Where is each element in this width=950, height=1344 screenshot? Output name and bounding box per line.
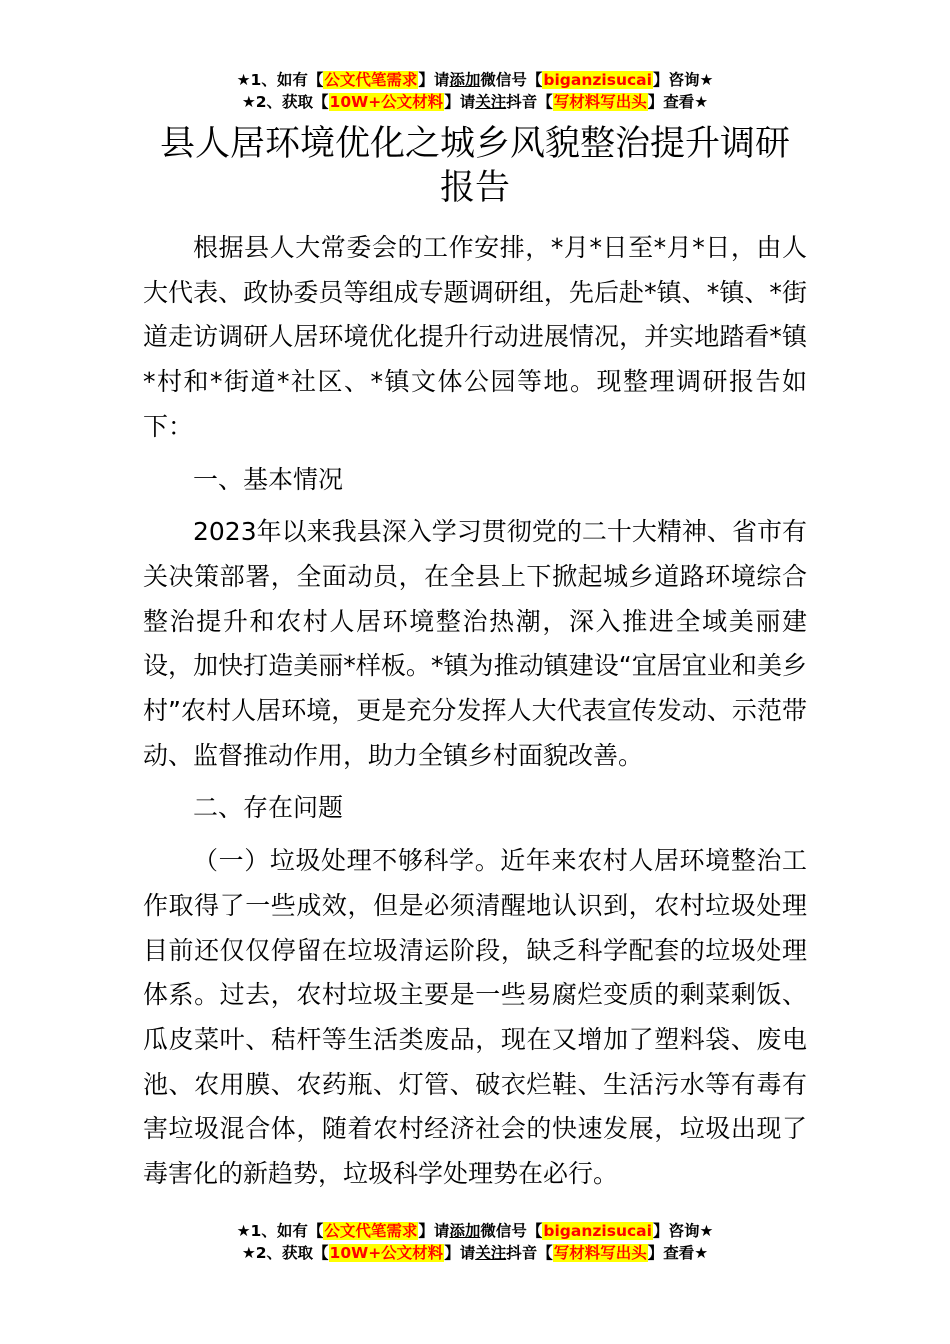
promo-text: ★1、如有【 <box>236 1222 324 1240</box>
promo-line-1 <box>0 1220 950 1242</box>
promo-text: ★2、获取【 <box>241 1244 329 1262</box>
promo-text: 】请 <box>418 1222 450 1240</box>
promo-text: 】请 <box>444 93 476 111</box>
highlight-wechat-id: biganzisucai <box>543 71 652 89</box>
highlight-douyin-account: 写材料写出头 <box>553 1244 647 1262</box>
section-heading-basic: 一、基本情况 <box>193 464 344 494</box>
highlight-douyin-account: 写材料写出头 <box>553 93 647 111</box>
promo-text: 】咨询★ <box>652 71 714 89</box>
promo-text: ★2、获取【 <box>241 93 329 111</box>
paragraph-basic-situation: 2023年以来我县深入学习贯彻党的二十大精神、省市有关决策部署，全面动员，在全县上下掀起城乡道路环境综合整治提升和农村人居环境整治热潮，深入推进全域美丽建设，加快打造美丽*样板。*镇为推动镇建设“宜居宜业和美乡村”农村人居环境，更是充分发挥人大代表宣传发动、示范带动、监督推动作用，助力全镇乡村面貌改善。 <box>143 517 807 770</box>
promo-text: 】请 <box>418 71 450 89</box>
underlined-follow: 关注 <box>475 1244 507 1262</box>
document-title: 县人居环境优化之城乡风貌整治提升调研报告 <box>159 124 790 208</box>
promo-text: 微信号【 <box>480 1222 543 1240</box>
promo-banner-bottom <box>0 1220 950 1264</box>
section-heading-problems: 二、存在问题 <box>193 793 344 823</box>
highlight-service: 公文代笔需求 <box>324 1222 418 1240</box>
promo-text: 抖音【 <box>506 93 553 111</box>
paragraph-problem-1: （一）垃圾处理不够科学。近年来农村人居环境整治工作取得了一些成效，但是必须清醒地认识到，农村垃圾处理目前还仅仅停留在垃圾清运阶段，缺乏科学配套的垃圾处理体系。过去，农村垃圾主要是一些易腐烂变质的剩菜剩饭、瓜皮菜叶、秸杆等生活类废品，现在又增加了塑料袋、废电池、农用膜、农药瓶、灯管、破衣烂鞋、生活污水等有毒有害垃圾混合体，随着农村经济社会的快速发展，垃圾出现了毒害化的新趋势，垃圾科学处理势在必行。 <box>143 846 807 1189</box>
underlined-add: 添加 <box>449 71 481 89</box>
promo-line-1 <box>0 69 950 91</box>
promo-text: 微信号【 <box>480 71 543 89</box>
promo-text: ★1、如有【 <box>236 71 324 89</box>
promo-line-2 <box>0 91 950 113</box>
highlight-materials: 10W+公文材料 <box>329 1244 444 1262</box>
promo-text: 】查看★ <box>647 1244 709 1262</box>
promo-text: 】查看★ <box>647 93 709 111</box>
document-body <box>143 226 807 1205</box>
paragraph-intro: 根据县人大常委会的工作安排，*月*日至*月*日，由人大代表、政协委员等组成专题调研组，先后赴*镇、*镇、*街道走访调研人居环境优化提升行动进展情况，并实地踏看*镇*村和*街道*社区、*镇文体公园等地。现整理调研报告如下： <box>143 233 807 441</box>
highlight-service: 公文代笔需求 <box>324 71 418 89</box>
promo-banner-top <box>0 69 950 113</box>
promo-text: 】咨询★ <box>652 1222 714 1240</box>
promo-line-2 <box>0 1242 950 1264</box>
underlined-follow: 关注 <box>475 93 507 111</box>
highlight-materials: 10W+公文材料 <box>329 93 444 111</box>
underlined-add: 添加 <box>449 1222 481 1240</box>
promo-text: 】请 <box>444 1244 476 1262</box>
highlight-wechat-id: biganzisucai <box>543 1222 652 1240</box>
promo-text: 抖音【 <box>506 1244 553 1262</box>
